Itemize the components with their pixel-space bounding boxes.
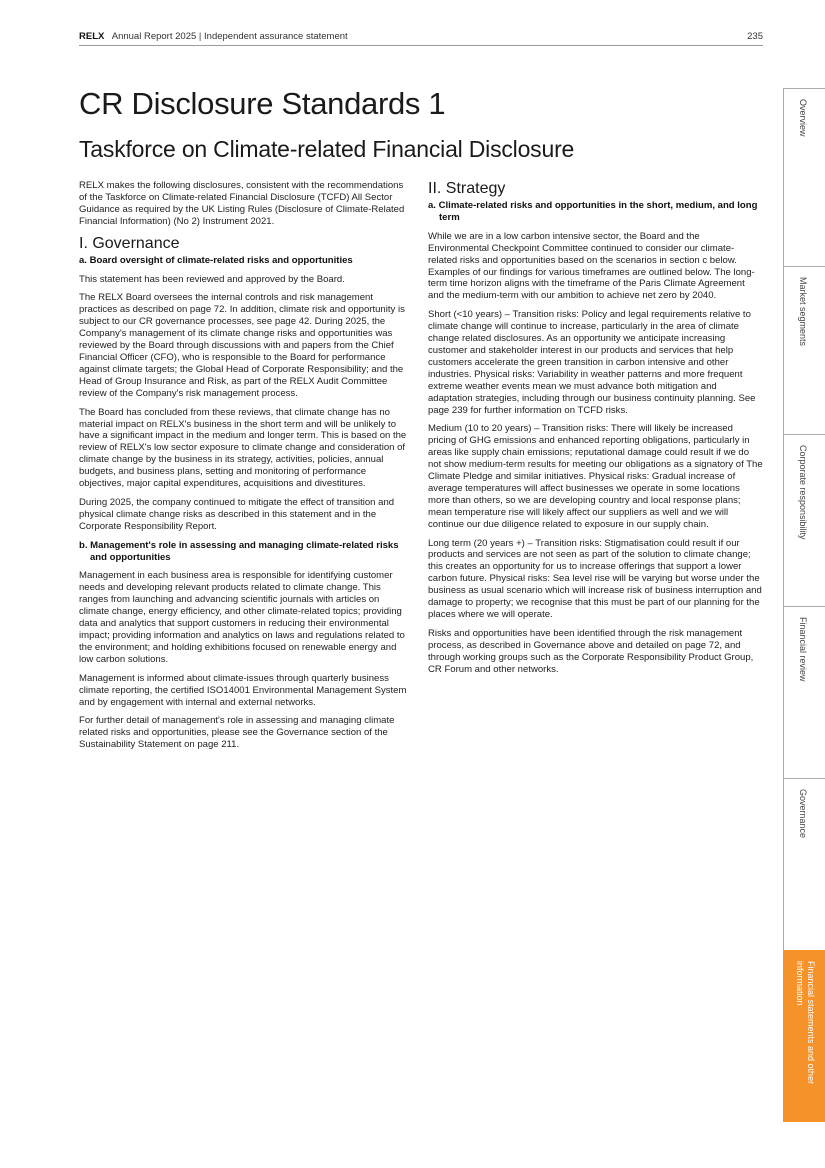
- paragraph: The RELX Board oversees the internal controls and risk management practices as described on page 72. In addition, climate risk and opportunity is subject to our CR governance processes, see page 42. During 2025, the Company's management of its climate change risks and opportunities was reviewed by the Board through discussions with and papers from the Chief Financial Officer (CFO), who is responsible to the Board for performance against climate targets; the Global Head of Corporate Responsibility; and the Head of Group Insurance and Risk, as part of the RELX Audit Committee review of the Company's risk management process.: [79, 292, 405, 399]
- paragraph: While we are in a low carbon intensive sector, the Board and the Environmental Checkpoint Committee continued to consider our climate-related risks and opportunities based on the scenarios in section c below. Examples of our findings for various timeframes are outlined below. The long-term time horizon aligns with the timeframe of the Paris Climate Agreement and the medium-term with our ambition to achieve net zero by 2040.: [428, 230, 755, 302]
- tab-label: Financial statements and other information: [795, 961, 816, 1085]
- tab-label: Governance: [798, 789, 808, 839]
- tab-financial-review[interactable]: [783, 606, 825, 778]
- board-oversight-heading: a. Board oversight of climate-related risks and opportunities: [79, 254, 353, 266]
- paragraph: During 2025, the company continued to mitigate the effect of transition and physical climate change risks as described in this statement and in the Corporate Responsibility Report.: [79, 496, 395, 532]
- paragraph: This statement has been reviewed and approved by the Board.: [79, 273, 345, 285]
- paragraph: For further detail of management's role in assessing and managing climate related risks and opportunities, please see the Governance section of the Sustainability Statement on page 211.: [79, 715, 395, 751]
- paragraph: The Board has concluded from these reviews, that climate change has no material impact on RELX's business in the short term and will be unlikely to have a significant impact in the medium and longer term. This is based on the review of RELX's low sector exposure to climate change and consideration of climate change by the business in its strategy, activities, policies, annual budgets, and business plans, setting and monitoring of performance objectives, major capital expenditures, acquisitions and divestitures.: [79, 406, 407, 490]
- management-role-heading: b. Management's role in assessing and managing climate-related risks and opportunities: [79, 539, 399, 563]
- header-report: Annual Report 2025: [111, 31, 197, 42]
- right-column: [428, 180, 763, 683]
- page-number: 235: [747, 31, 763, 42]
- tab-label: Financial review: [798, 617, 808, 682]
- header-left: [79, 31, 348, 42]
- tab-overview[interactable]: [783, 88, 825, 266]
- tab-market-segments[interactable]: [783, 266, 825, 434]
- paragraph: Management in each business area is responsible for identifying customer needs and developing relevant products related to climate change. This ranges from launching and advancing scientific journals with articles on climate change, energy efficiency, and other climate-related topics; providing data and analytics that support customers in reducing their environmental impact; providing information and analytics on laws and regulations related to the environment; and holding exhibitions focused on renewable energy and low carbon solutions.: [79, 570, 405, 665]
- tab-label: Overview: [798, 99, 808, 137]
- paragraph: Long term (20 years +) – Transition risks: Stigmatisation could result if our products and services are not seen as part of the solution to climate change; this creates an opportunity for us to increase offerings that support a lower carbon future. Physical risks: Sea level rise will be varying but worse under the business as usual scenario which will increase risk of business interruption and damage to property; we recognise that this must be part of our planning for the places where we will operate.: [428, 537, 762, 620]
- tab-corporate-responsibility[interactable]: [783, 434, 825, 606]
- left-column: [79, 180, 412, 758]
- risks-opportunities-heading: a. Climate-related risks and opportunities in the short, medium, and long term: [428, 200, 758, 223]
- page-subtitle: Taskforce on Climate-related Financial Disclosure: [79, 136, 575, 162]
- paragraph: Management is informed about climate-issues through quarterly business climate reporting, the certified ISO14001 Environmental Management System and by engagement with internal and external networks.: [79, 672, 407, 708]
- tab-label: Corporate responsibility: [798, 445, 808, 540]
- paragraph: Risks and opportunities have been identified through the risk management process, as described in Governance above and detailed on page 72, and through working groups such as the Corporate Responsibility Product Group, CR Forum and other networks.: [428, 627, 754, 675]
- section-tabs: [783, 0, 825, 1168]
- header-divider: [79, 45, 763, 46]
- header-section: Independent assurance statement: [204, 31, 348, 42]
- page-title: CR Disclosure Standards 1: [79, 86, 446, 121]
- paragraph: Medium (10 to 20 years) – Transition risks: There will likely be increased pricing of GHG emissions and enhanced reporting obligations, particularly in areas like supply chain emissions; reputational damage could result if we do not show medium-term results for meeting our obligations as a signatory of The Climate Pledge and similar initiatives. Physical risks: Gradual increase of average temperatures will affect businesses we operate in some locations more than others, so we are developing country and local response plans; mean temperature rise will likely affect our suppliers as well and we will continue our due diligence related to exposure in our supply chain.: [428, 423, 763, 530]
- intro-paragraph: RELX makes the following disclosures, consistent with the recommendations of the Taskforce on Climate-related Financial Disclosure (TCFD) All Sector Guidance as required by the UK Listing Rules (Disclosure of Climate-Related Financial Information) (No 2) Instrument 2021.: [79, 180, 405, 227]
- header-brand: RELX: [79, 31, 105, 42]
- paragraph: Short (<10 years) – Transition risks: Policy and legal requirements relative to climate change will continue to increase, particularly in the area of climate change related disclosures. As an opportunity we anticipate increasing customer and stakeholder interest in our products and services that help customers accelerate the green transition in carbon intensive and other industries. Physical risks: Variability in weather patterns and more frequent extreme weather events mean we must advance both mitigation and adaptation strategies, including through our business continuity planning. See page 239 for further information on TCFD risks.: [428, 309, 756, 416]
- header-separator: |: [198, 31, 202, 42]
- tab-governance[interactable]: [783, 778, 825, 950]
- running-header: [79, 31, 763, 42]
- tab-financial-statements[interactable]: [783, 950, 825, 1122]
- tab-label: Market segments: [798, 277, 808, 347]
- strategy-heading: II. Strategy: [428, 180, 506, 197]
- governance-heading: I. Governance: [79, 234, 180, 252]
